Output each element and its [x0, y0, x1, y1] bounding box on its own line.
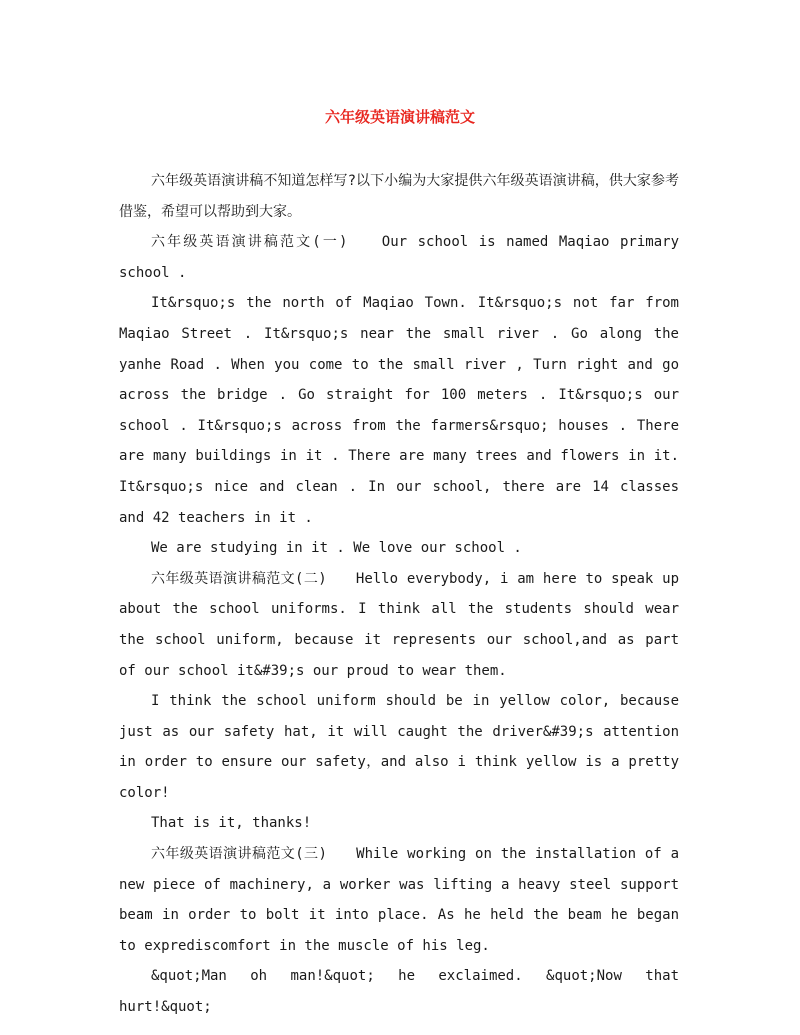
- document-title: 六年级英语演讲稿范文: [324, 108, 475, 126]
- paragraph-heading-three: 六年级英语演讲稿范文(三) While working on the installation of a new piece of machinery, a worker was lifting a heavy steel support beam in order to bolt it into place. As he held the beam he began to exprediscomfort in the muscle of his leg.: [119, 846, 679, 954]
- paragraph-heading-one: 六年级英语演讲稿范文(一) Our school is named Maqiao primary school .: [119, 234, 679, 281]
- paragraph: &quot;Man oh man!&quot; he exclaimed. &quot;Now that hurt!&quot;: [119, 968, 679, 1016]
- paragraph: I think the school uniform should be in yellow color, because just as our safety hat, it will caught the driver&#39;s attention in order to ensure our safety，and also i think yellow is a pretty color!: [119, 693, 679, 801]
- document-body: [119, 166, 679, 1023]
- paragraph: That is it, thanks!: [151, 815, 312, 832]
- paragraph-intro: 六年级英语演讲稿不知道怎样写?以下小编为大家提供六年级英语演讲稿，供大家参考借鉴，希望可以帮助到大家。: [119, 173, 679, 220]
- paragraph: We are studying in it . We love our school .: [151, 540, 522, 557]
- paragraph-heading-two: 六年级英语演讲稿范文(二) Hello everybody, i am here to speak up about the school uniforms. I think all the students should wear the school uniform, because it represents our school,and as part of our school it&#39;s our proud to wear them.: [119, 570, 679, 679]
- paragraph: It&rsquo;s the north of Maqiao Town. It&rsquo;s not far from Maqiao Street . It&rsquo;s near the small river . Go along the yanhe Road . When you come to the small river , Turn right and go across the bridge . Go straight for 100 meters . It&rsquo;s our school . It&rsquo;s across from the farmers&rsquo; houses . There are many buildings in it . There are many trees and flowers in it. It&rsquo;s nice and clean . In our school, there are 14 classes and 42 teachers in it .: [119, 295, 679, 526]
